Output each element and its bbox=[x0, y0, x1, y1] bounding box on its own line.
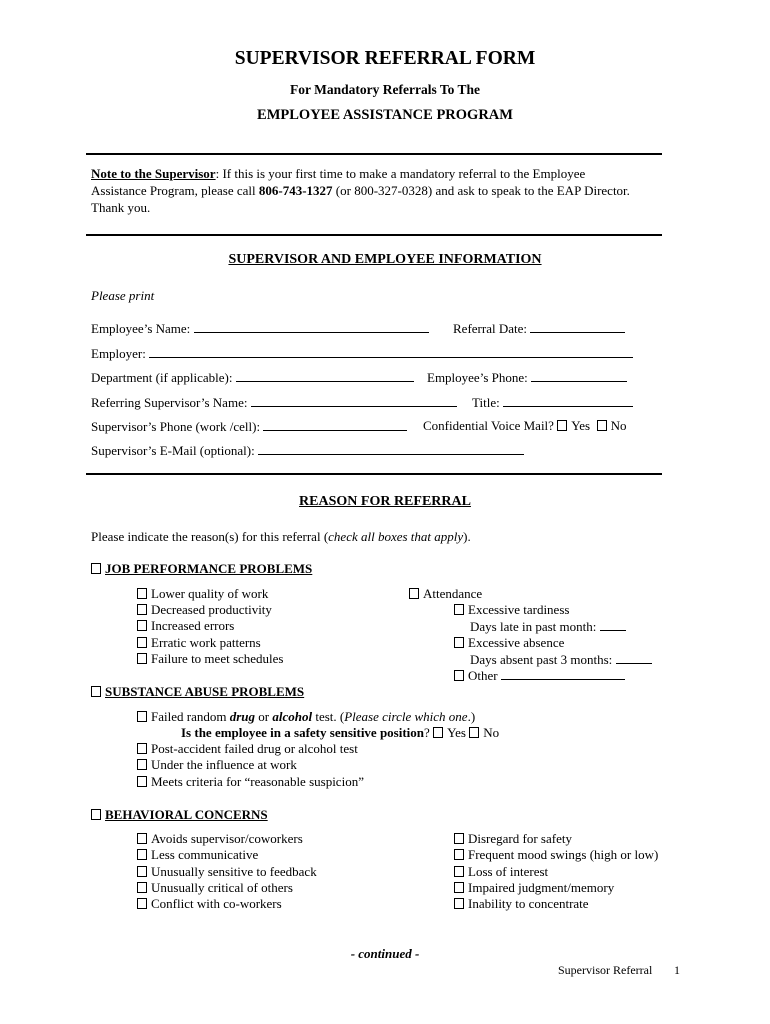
safety-question: Is the employee in a safety sensitive position? Yes No bbox=[181, 725, 500, 740]
voicemail-no-checkbox[interactable] bbox=[597, 420, 607, 431]
supervisor-phone-field[interactable] bbox=[263, 418, 407, 431]
reason-heading: REASON FOR REFERRAL bbox=[299, 494, 471, 509]
behavior-item: Disregard for safety bbox=[454, 831, 572, 847]
days-late-row: Days late in past month: bbox=[470, 618, 626, 635]
absence-checkbox[interactable] bbox=[454, 637, 464, 648]
checkbox[interactable] bbox=[137, 833, 147, 844]
employee-name-row: Employee’s Name: bbox=[91, 320, 429, 337]
checkbox[interactable] bbox=[137, 866, 147, 877]
referral-date-row: Referral Date: bbox=[453, 320, 625, 337]
behavior-item: Avoids supervisor/coworkers bbox=[137, 831, 303, 847]
other-item: Other bbox=[454, 667, 625, 684]
attendance-checkbox[interactable] bbox=[409, 588, 419, 599]
voicemail-row: Confidential Voice Mail? Yes No bbox=[423, 418, 627, 433]
checkbox[interactable] bbox=[137, 620, 147, 631]
employee-name-field[interactable] bbox=[194, 320, 429, 333]
page-label: Supervisor Referral bbox=[558, 963, 653, 977]
form-title: SUPERVISOR REFERRAL FORM bbox=[234, 48, 536, 69]
failed-test-item: Failed random drug or alcohol test. (Please circle which one.) bbox=[137, 709, 475, 725]
email-field[interactable] bbox=[258, 442, 524, 455]
employer-row: Employer: bbox=[91, 345, 633, 362]
checkbox[interactable] bbox=[137, 588, 147, 599]
checkbox[interactable] bbox=[454, 866, 464, 877]
checkbox[interactable] bbox=[137, 882, 147, 893]
behavioral-checkbox[interactable] bbox=[91, 809, 101, 820]
title-field[interactable] bbox=[503, 394, 633, 407]
supervisor-phone-row: Supervisor’s Phone (work /cell): bbox=[91, 418, 407, 435]
behavior-item: Unusually critical of others bbox=[137, 880, 293, 896]
page-number: 1 bbox=[674, 963, 680, 977]
department-row: Department (if applicable): bbox=[91, 369, 414, 386]
supervisor-name-field[interactable] bbox=[251, 394, 457, 407]
behavior-item: Impaired judgment/memory bbox=[454, 880, 614, 896]
eap-phone: 806-743-1327 bbox=[258, 183, 333, 198]
behavior-item: Conflict with co-workers bbox=[137, 896, 282, 912]
substance-item: Meets criteria for “reasonable suspicion” bbox=[137, 774, 364, 790]
title-row: Title: bbox=[472, 394, 633, 411]
note-line-1: Note to the Supervisor: If this is your first time to make a mandatory referral to the Employee bbox=[91, 166, 586, 181]
checkbox[interactable] bbox=[137, 653, 147, 664]
substance-checkbox[interactable] bbox=[91, 686, 101, 697]
job-performance-heading: JOB PERFORMANCE PROBLEMS bbox=[91, 561, 312, 577]
program-name: EMPLOYEE ASSISTANCE PROGRAM bbox=[257, 107, 513, 123]
employer-field[interactable] bbox=[149, 345, 633, 358]
checkbox[interactable] bbox=[137, 743, 147, 754]
safety-yes-checkbox[interactable] bbox=[433, 727, 443, 738]
checkbox[interactable] bbox=[454, 898, 464, 909]
note-label: Note to the Supervisor bbox=[91, 166, 216, 181]
divider bbox=[86, 473, 662, 475]
department-field[interactable] bbox=[236, 369, 414, 382]
days-late-field[interactable] bbox=[600, 618, 626, 631]
reason-instructions: Please indicate the reason(s) for this referral (check all boxes that apply). bbox=[91, 529, 471, 544]
job-item: Failure to meet schedules bbox=[137, 651, 284, 667]
behavior-item: Unusually sensitive to feedback bbox=[137, 864, 317, 880]
attendance-item: Attendance bbox=[409, 586, 482, 602]
form-subtitle: For Mandatory Referrals To The bbox=[290, 82, 480, 97]
divider bbox=[86, 153, 662, 155]
note-line-3: Thank you. bbox=[91, 200, 151, 215]
other-checkbox[interactable] bbox=[454, 670, 464, 681]
behavior-item: Less communicative bbox=[137, 847, 258, 863]
voicemail-yes-checkbox[interactable] bbox=[557, 420, 567, 431]
checkbox[interactable] bbox=[137, 849, 147, 860]
continued-label: - continued - bbox=[350, 946, 420, 961]
employee-phone-field[interactable] bbox=[531, 369, 627, 382]
days-absent-field[interactable] bbox=[616, 651, 652, 664]
employee-phone-row: Employee’s Phone: bbox=[427, 369, 627, 386]
job-performance-checkbox[interactable] bbox=[91, 563, 101, 574]
checkbox[interactable] bbox=[454, 833, 464, 844]
absence-item: Excessive absence bbox=[454, 635, 564, 651]
other-field[interactable] bbox=[501, 667, 625, 680]
info-heading: SUPERVISOR AND EMPLOYEE INFORMATION bbox=[228, 252, 542, 267]
behavior-item: Frequent mood swings (high or low) bbox=[454, 847, 658, 863]
divider bbox=[86, 234, 662, 236]
substance-item: Post-accident failed drug or alcohol test bbox=[137, 741, 358, 757]
checkbox[interactable] bbox=[137, 604, 147, 615]
substance-heading: SUBSTANCE ABUSE PROBLEMS bbox=[91, 684, 304, 700]
days-absent-row: Days absent past 3 months: bbox=[470, 651, 652, 668]
behavior-item: Inability to concentrate bbox=[454, 896, 589, 912]
supervisor-name-row: Referring Supervisor’s Name: bbox=[91, 394, 457, 411]
checkbox[interactable] bbox=[137, 637, 147, 648]
job-item: Increased errors bbox=[137, 618, 234, 634]
checkbox[interactable] bbox=[137, 759, 147, 770]
job-item: Lower quality of work bbox=[137, 586, 268, 602]
please-print: Please print bbox=[91, 288, 155, 303]
substance-item: Under the influence at work bbox=[137, 757, 297, 773]
job-item: Erratic work patterns bbox=[137, 635, 261, 651]
referral-date-field[interactable] bbox=[530, 320, 625, 333]
behavior-item: Loss of interest bbox=[454, 864, 548, 880]
safety-no-checkbox[interactable] bbox=[469, 727, 479, 738]
tardiness-item: Excessive tardiness bbox=[454, 602, 569, 618]
checkbox[interactable] bbox=[137, 711, 147, 722]
note-line-2: Assistance Program, please call 806-743-1327 (or 800-327-0328) and ask to speak to the EAP Director. bbox=[91, 183, 630, 198]
job-item: Decreased productivity bbox=[137, 602, 272, 618]
checkbox[interactable] bbox=[454, 882, 464, 893]
behavioral-heading: BEHAVIORAL CONCERNS bbox=[91, 807, 268, 823]
checkbox[interactable] bbox=[454, 849, 464, 860]
tardiness-checkbox[interactable] bbox=[454, 604, 464, 615]
email-row: Supervisor’s E-Mail (optional): bbox=[91, 442, 524, 459]
checkbox[interactable] bbox=[137, 776, 147, 787]
checkbox[interactable] bbox=[137, 898, 147, 909]
